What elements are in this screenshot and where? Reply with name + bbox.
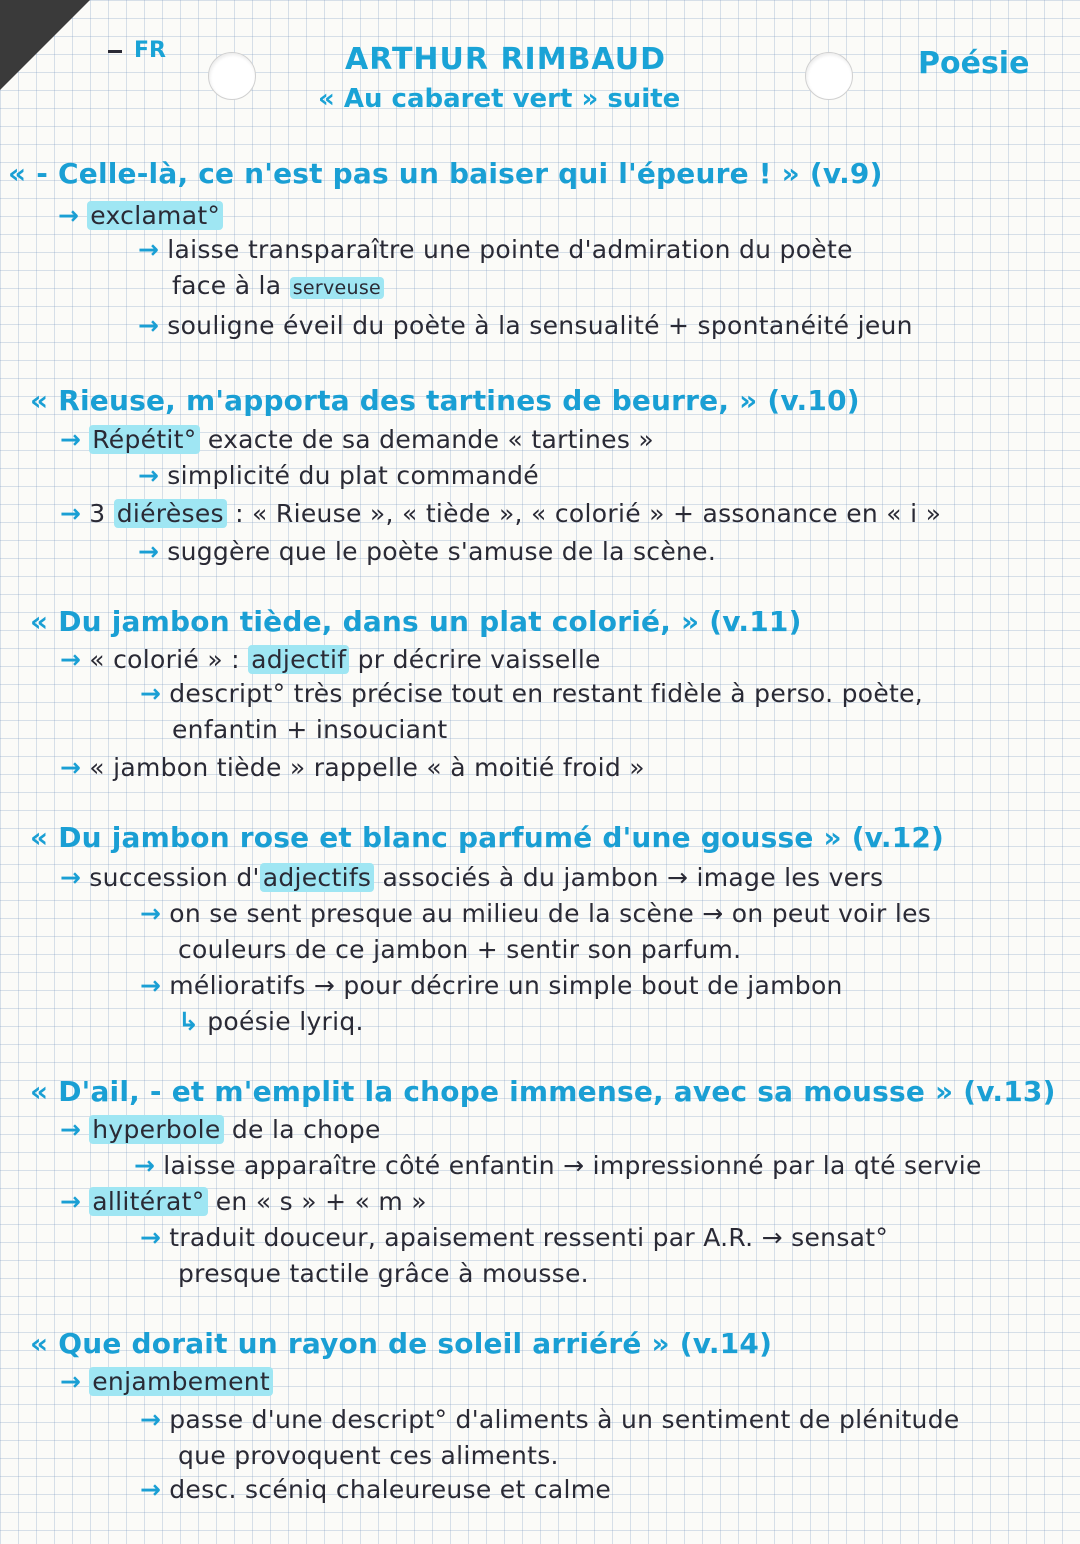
note-line: → enjambement: [60, 1366, 273, 1398]
page-subtitle: « Au cabaret vert » suite: [318, 84, 681, 114]
note-line: ↳ poésie lyriq.: [178, 1007, 364, 1036]
note-line: → allitérat° en « s » + « m »: [60, 1187, 427, 1216]
binder-hole-right: [805, 52, 853, 100]
note-line: → suggère que le poète s'amuse de la scène.: [138, 537, 717, 566]
note-line: → traduit douceur, apaisement ressenti par A.R. → sensat°: [140, 1223, 889, 1252]
note-line: → exclamat°: [58, 200, 223, 232]
verse-quote: « D'ail, - et m'emplit la chope immense, avec sa mousse » (v.13): [30, 1075, 1056, 1108]
folded-page-corner: [0, 0, 90, 90]
verse-quote: « - Celle-là, ce n'est pas un baiser qui l'épeure ! » (v.9): [8, 157, 883, 190]
verse-quote: « Que dorait un rayon de soleil arriéré » (v.14): [30, 1327, 773, 1360]
binder-hole-left: [208, 52, 256, 100]
note-line: → descript° très précise tout en restant fidèle à perso. poète,: [140, 679, 924, 708]
note-line: → souligne éveil du poète à la sensualité + spontanéité jeun: [138, 311, 913, 340]
note-line: → desc. scéniq chaleureuse et calme: [140, 1475, 612, 1504]
note-line: → passe d'une descript° d'aliments à un sentiment de plénitude: [140, 1405, 960, 1434]
verse-quote: « Du jambon rose et blanc parfumé d'une gousse » (v.12): [30, 821, 945, 854]
verse-quote: « Rieuse, m'apporta des tartines de beurre, » (v.10): [30, 384, 860, 417]
category-label: Poésie: [918, 46, 1030, 81]
note-line: → mélioratifs → pour décrire un simple bout de jambon: [140, 971, 843, 1000]
note-line: enfantin + insouciant: [172, 715, 448, 744]
note-line: → laisse transparaître une pointe d'admiration du poète: [138, 235, 853, 264]
note-line: → 3 diérèses : « Rieuse », « tiède », « colorié » + assonance en « i »: [60, 499, 942, 528]
note-line: → « colorié » : adjectif pr décrire vaisselle: [60, 645, 601, 674]
note-line: face à la serveuse: [172, 270, 384, 304]
note-line: → hyperbole de la chope: [60, 1115, 381, 1144]
note-line: presque tactile grâce à mousse.: [178, 1259, 589, 1288]
note-line: → laisse apparaître côté enfantin → impressionné par la qté servie: [134, 1151, 982, 1180]
note-line: → simplicité du plat commandé: [138, 461, 539, 490]
note-line: → Répétit° exacte de sa demande « tartines »: [60, 425, 655, 454]
page-title: ARTHUR RIMBAUD: [345, 42, 666, 77]
note-line: → « jambon tiède » rappelle « à moitié froid »: [60, 753, 645, 782]
note-line: → on se sent presque au milieu de la scène → on peut voir les: [140, 899, 932, 928]
subject-label: FR: [108, 38, 166, 63]
verse-quote: « Du jambon tiède, dans un plat colorié, » (v.11): [30, 605, 802, 638]
note-line: couleurs de ce jambon + sentir son parfum.: [178, 935, 742, 964]
note-line: que provoquent ces aliments.: [178, 1441, 559, 1470]
note-line: → succession d' adjectifs associés à du jambon → image les vers: [60, 863, 884, 892]
